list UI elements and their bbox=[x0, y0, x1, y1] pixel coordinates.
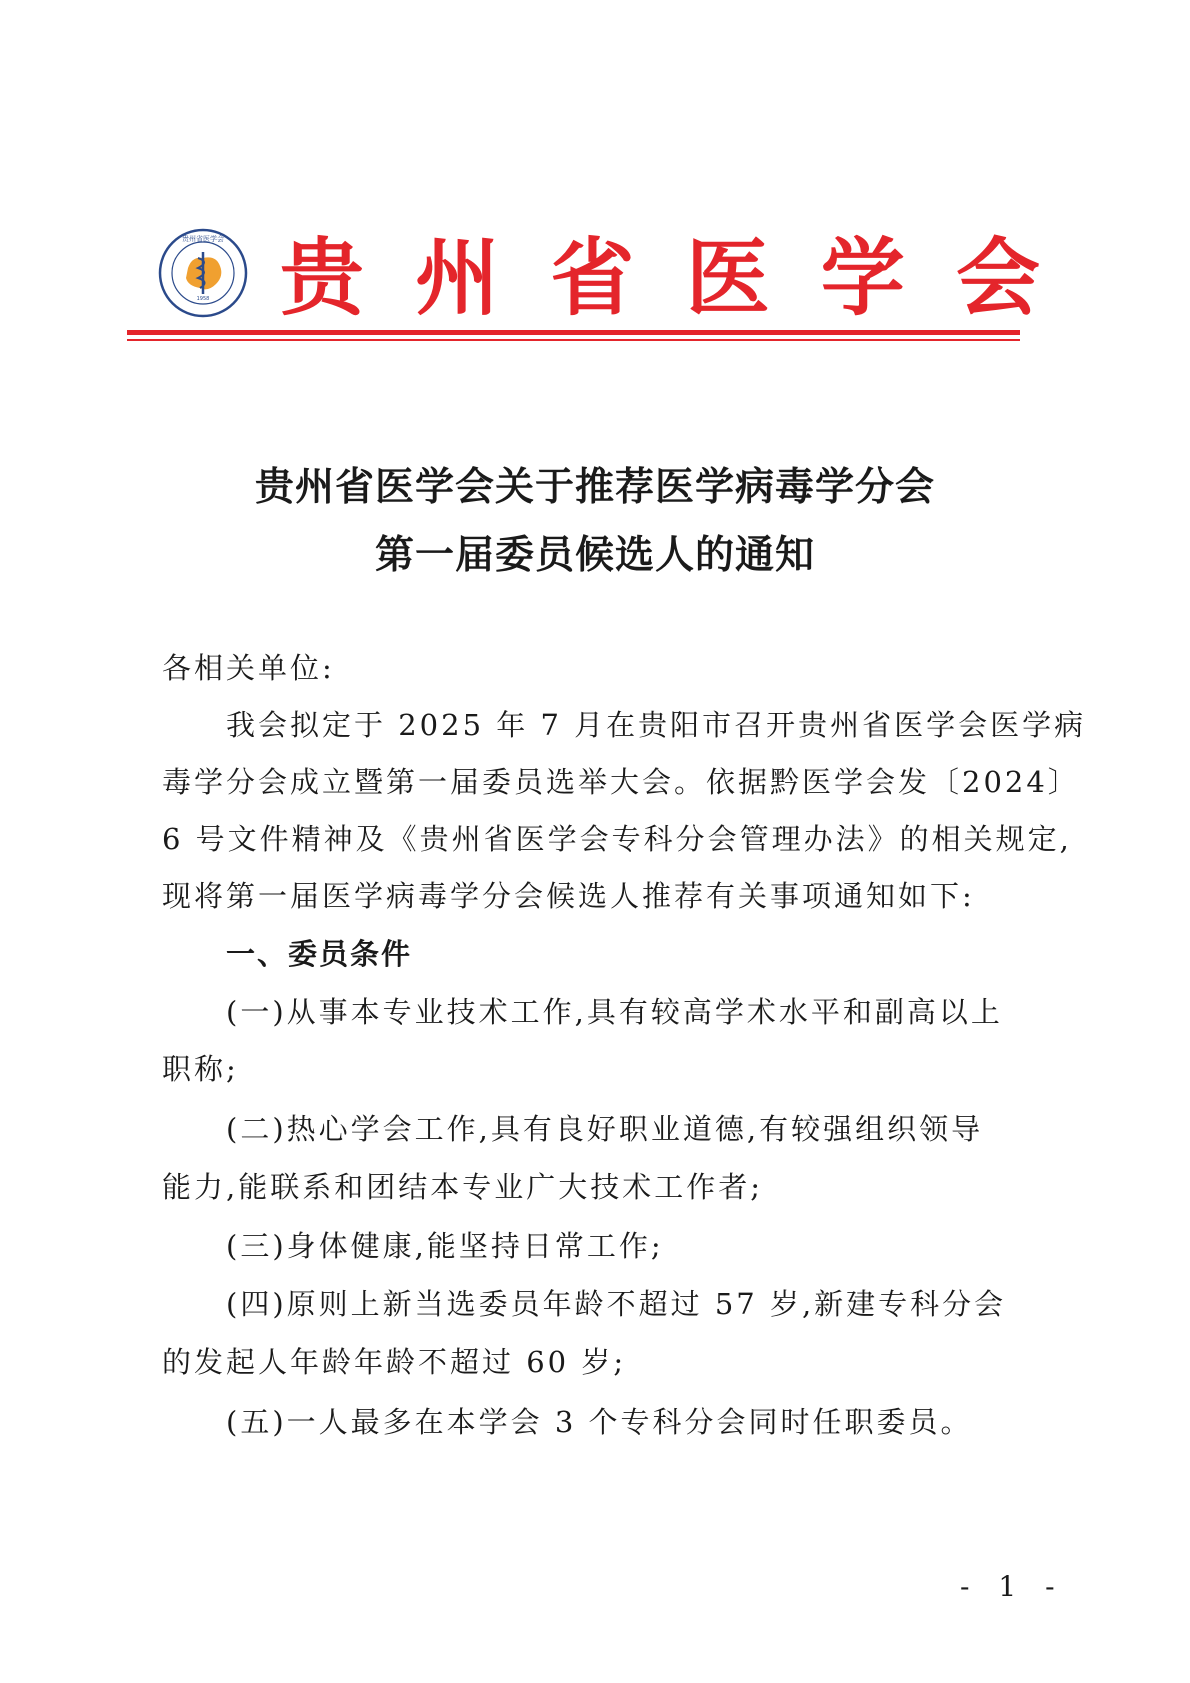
condition-item: (一)从事本专业技术工作,具有较高学术水平和副高以上 bbox=[226, 995, 1003, 1029]
document-title-line-2: 第一届委员候选人的通知 bbox=[374, 533, 815, 578]
condition-item: (四)原则上新当选委员年龄不超过 57 岁,新建专科分会 bbox=[226, 1287, 1007, 1321]
org-char: 会 bbox=[955, 228, 1040, 327]
org-char: 贵 bbox=[280, 228, 365, 327]
org-char: 州 bbox=[415, 228, 500, 327]
society-seal-logo bbox=[158, 228, 248, 318]
condition-item: (三)身体健康,能坚持日常工作; bbox=[226, 1229, 664, 1263]
paragraph-line: 毒学分会成立暨第一届委员选举大会。依据黔医学会发〔2024〕 bbox=[162, 765, 1080, 799]
letterhead-divider-thin bbox=[127, 339, 1020, 341]
svg-text:贵州省医学会: 贵州省医学会 bbox=[182, 235, 224, 243]
paragraph-line: 现将第一届医学病毒学分会候选人推荐有关事项通知如下: bbox=[162, 879, 975, 913]
svg-text:1958: 1958 bbox=[196, 296, 210, 302]
condition-item: (五)一人最多在本学会 3 个专科分会同时任职委员。 bbox=[226, 1405, 973, 1439]
org-char: 省 bbox=[550, 228, 635, 327]
document-title-line-1: 贵州省医学会关于推荐医学病毒学分会 bbox=[254, 465, 935, 510]
condition-item: (二)热心学会工作,具有良好职业道德,有较强组织领导 bbox=[226, 1112, 984, 1146]
paragraph-line: 6 号文件精神及《贵州省医学会专科分会管理办法》的相关规定, bbox=[162, 822, 1072, 856]
letterhead bbox=[0, 0, 1190, 360]
condition-item-continued: 能力,能联系和团结本专业广大技术工作者; bbox=[162, 1170, 763, 1204]
letterhead-divider-thick bbox=[127, 330, 1020, 335]
paragraph-line: 我会拟定于 2025 年 7 月在贵阳市召开贵州省医学会医学病 bbox=[226, 708, 1087, 742]
section-heading: 一、委员条件 bbox=[226, 937, 413, 971]
salutation: 各相关单位: bbox=[162, 651, 335, 685]
page-number: - 1 - bbox=[960, 1570, 1065, 1603]
org-char: 学 bbox=[820, 228, 905, 327]
org-char: 医 bbox=[685, 228, 770, 327]
organization-name bbox=[280, 228, 1040, 328]
condition-item-continued: 的发起人年龄年龄不超过 60 岁; bbox=[162, 1345, 627, 1379]
condition-item-continued: 职称; bbox=[162, 1052, 239, 1086]
